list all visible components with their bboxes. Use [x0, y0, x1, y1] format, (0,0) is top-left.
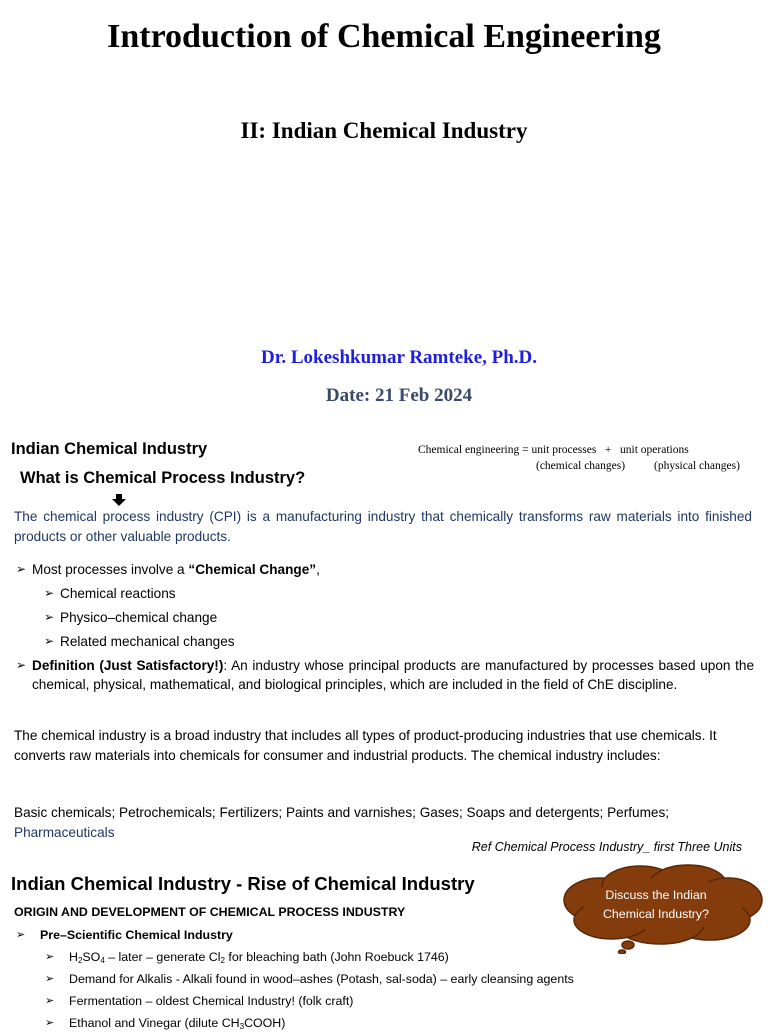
subscript: 2: [77, 956, 83, 965]
bullet-text-prefix: Most processes involve a: [32, 562, 189, 577]
section-question: What is Chemical Process Industry?: [20, 469, 306, 487]
sub-bullet-sulfuric-acid: [45, 948, 449, 970]
author-name: Dr. Lokeshkumar Ramteke, Ph.D.: [260, 347, 538, 368]
bullet-arrow-icon: ➢: [45, 1017, 55, 1029]
cpi-definition: The chemical process industry (CPI) is a manufacturing industry that chemically transforms raw materials into finished products or other valuable products.: [14, 509, 752, 544]
industry-list-text: Basic chemicals; Petrochemicals; Fertilizers; Paints and varnishes; Gases; Soaps and detergents; Perfumes;: [14, 805, 670, 820]
slide-title: Introduction of Chemical Engineering: [107, 18, 661, 55]
formula-physical-changes: (physical changes): [654, 460, 740, 472]
text: SO: [82, 950, 101, 964]
chemical-engineering-formula: [418, 444, 758, 478]
definition-text: : An industry whose principal products are manufactured by processes based upon the chemical, physical, mathematical, and biological principles, which are included in the field of ChE discipline.: [32, 658, 755, 692]
bullet-arrow-icon: ➢: [16, 658, 27, 672]
subscript: 2: [220, 956, 225, 965]
bullet-text: Pre–Scientific Chemical Industry: [40, 928, 233, 942]
text: for bleaching bath (John Roebuck 1746): [224, 950, 449, 964]
bullet-arrow-icon: ➢: [16, 562, 27, 576]
text: H: [69, 950, 78, 964]
chemical-industry-paragraph: The chemical industry is a broad industry that includes all types of product-producing industries that use chemicals. It converts raw materials into chemicals for consumer and industrial products. The chemical industry includes:: [14, 728, 717, 763]
section-heading: Indian Chemical Industry: [11, 440, 208, 458]
formula-main: Chemical engineering = unit processes + unit operations: [418, 444, 689, 456]
text: Ethanol and Vinegar (dilute CH: [69, 1016, 240, 1030]
text: COOH): [244, 1016, 286, 1030]
bullet-arrow-icon: ➢: [44, 634, 55, 648]
sub-bullet: [44, 632, 235, 651]
bullet-arrow-icon: ➢: [44, 586, 55, 600]
industry-list-last: Pharmaceuticals: [14, 824, 115, 840]
bullet-arrow-icon: ➢: [45, 951, 55, 963]
formula-chemical-changes: (chemical changes): [536, 460, 626, 472]
sub-bullet-ethanol: [45, 1014, 285, 1036]
presentation-date: Date: 21 Feb 2024: [325, 385, 473, 406]
sub-bullet-text: Related mechanical changes: [60, 634, 235, 649]
arrow-down-icon: [112, 494, 126, 506]
bullet-arrow-icon: ➢: [16, 929, 26, 941]
sub-bullet-fermentation: [45, 992, 353, 1010]
bullet-arrow-icon: ➢: [45, 973, 55, 985]
subscript: 4: [100, 956, 105, 965]
callout-text: Discuss the Indian Chemical Industry?: [602, 888, 710, 921]
chemical-industry-list: [14, 803, 754, 842]
sub-bullet-text: Demand for Alkalis - Alkali found in wood–ashes (Potash, sal-soda) – early cleansing agents: [69, 972, 574, 986]
bullet-arrow-icon: ➢: [44, 610, 55, 624]
sub-bullet-text: Physico–chemical change: [60, 610, 218, 625]
text: – later – generate Cl: [104, 950, 221, 964]
sub-bullet-alkalis: [45, 970, 574, 988]
sub-bullet: [44, 584, 176, 603]
bullet-chemical-change: [16, 560, 756, 579]
bullet-arrow-icon: ➢: [45, 995, 55, 1007]
bullet-text-bold: “Chemical Change”: [188, 562, 317, 577]
reference-note: Ref Chemical Process Industry_ first Three Units: [471, 840, 742, 854]
bullet-definition: [16, 656, 754, 694]
definition-label: Definition (Just Satisfactory!): [32, 658, 224, 673]
bullet-text-suffix: ,: [316, 562, 320, 577]
subscript: 3: [239, 1022, 245, 1031]
slide-subtitle: II: Indian Chemical Industry: [240, 118, 528, 143]
sub-bullet-text: Chemical reactions: [60, 586, 176, 601]
bullet-pre-scientific: [16, 926, 233, 944]
sub-bullet: [44, 608, 217, 627]
rise-heading: Indian Chemical Industry - Rise of Chemical Industry: [11, 873, 475, 894]
sub-bullet-text: Fermentation – oldest Chemical Industry! (folk craft): [69, 994, 354, 1008]
origin-subheading: ORIGIN AND DEVELOPMENT OF CHEMICAL PROCESS INDUSTRY: [14, 905, 406, 919]
